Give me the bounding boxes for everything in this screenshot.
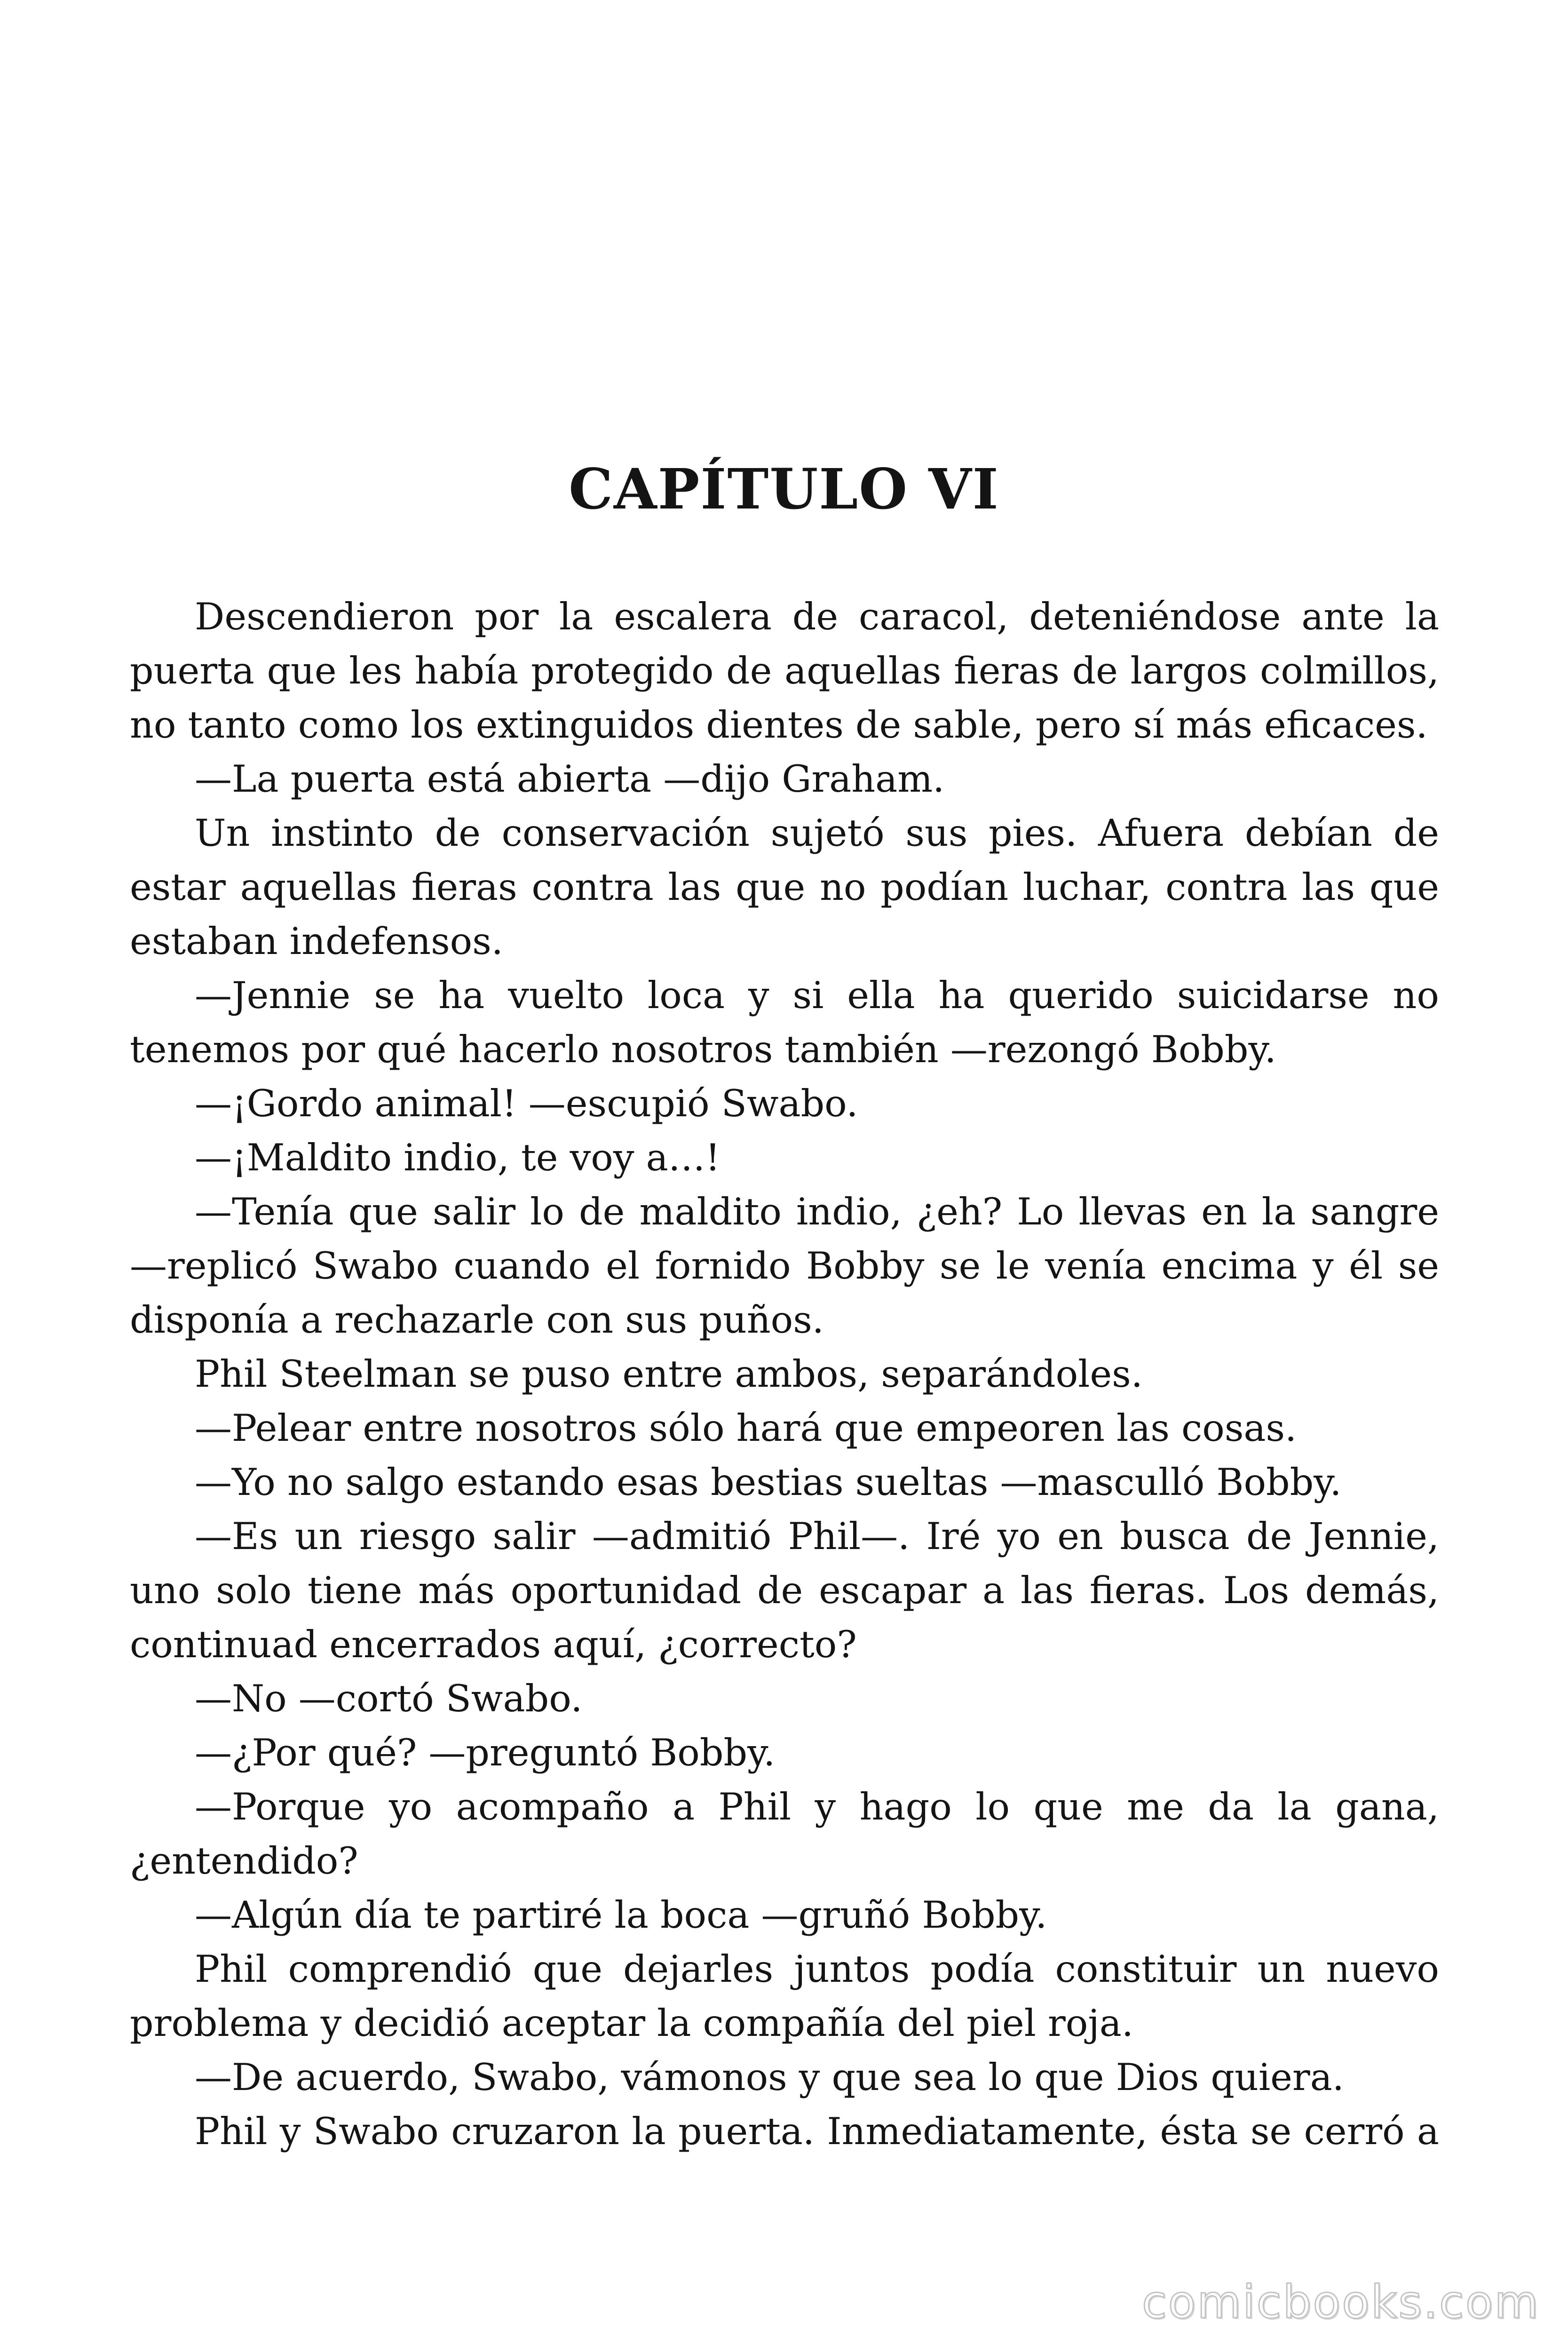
- paragraph: —De acuerdo, Swabo, vámonos y que sea lo que Dios quiera.: [195, 2056, 1344, 2099]
- paragraph: —Porque yo acompaño a Phil y hago lo que me da la gana, ¿entendido?: [130, 1785, 1439, 1883]
- chapter-body: [130, 590, 1439, 2159]
- paragraph: —¿Por qué? —preguntó Bobby.: [195, 1731, 776, 1774]
- paragraph: Descendieron por la escalera de caracol, deteniéndose ante la puerta que les había protegido de aquellas fieras de largos colmillos, no tanto como los extinguidos dientes de sable, pero sí más eficaces.: [130, 595, 1439, 747]
- paragraph: —¡Gordo animal! —escupió Swabo.: [195, 1082, 858, 1125]
- paragraph: —Algún día te partiré la boca —gruñó Bobby.: [195, 1893, 1047, 1937]
- watermark: comicbooks.com: [1141, 2276, 1540, 2328]
- paragraph: —Es un riesgo salir —admitió Phil—. Iré yo en busca de Jennie, uno solo tiene más oportunidad de escapar a las fieras. Los demás, continuad encerrados aquí, ¿correcto?: [130, 1515, 1439, 1666]
- paragraph: —La puerta está abierta —dijo Graham.: [195, 757, 945, 801]
- paragraph: —Pelear entre nosotros sólo hará que empeoren las cosas.: [195, 1406, 1297, 1450]
- paragraph: Un instinto de conservación sujetó sus pies. Afuera debían de estar aquellas fieras contra las que no podían luchar, contra las que estaban indefensos.: [130, 811, 1439, 963]
- paragraph-last: Phil y Swabo cruzaron la puerta. Inmediatamente, ésta se cerró a: [195, 2110, 1439, 2153]
- paragraph: —Tenía que salir lo de maldito indio, ¿eh? Lo llevas en la sangre —replicó Swabo cuando el fornido Bobby se le venía encima y él se disponía a rechazarle con sus puños.: [130, 1190, 1439, 1342]
- paragraph: —No —cortó Swabo.: [195, 1677, 583, 1720]
- paragraph: —Jennie se ha vuelto loca y si ella ha querido suicidarse no tenemos por qué hacerlo nosotros también —rezongó Bobby.: [130, 974, 1439, 1071]
- paragraph: Phil comprendió que dejarles juntos podía constituir un nuevo problema y decidió aceptar la compañía del piel roja.: [130, 1947, 1439, 2045]
- paragraph: Phil Steelman se puso entre ambos, separándoles.: [195, 1352, 1143, 1396]
- paragraph: —Yo no salgo estando esas bestias sueltas —masculló Bobby.: [195, 1461, 1342, 1504]
- chapter-title: CAPÍTULO VI: [569, 456, 999, 522]
- paragraph: —¡Maldito indio, te voy a…!: [195, 1136, 721, 1179]
